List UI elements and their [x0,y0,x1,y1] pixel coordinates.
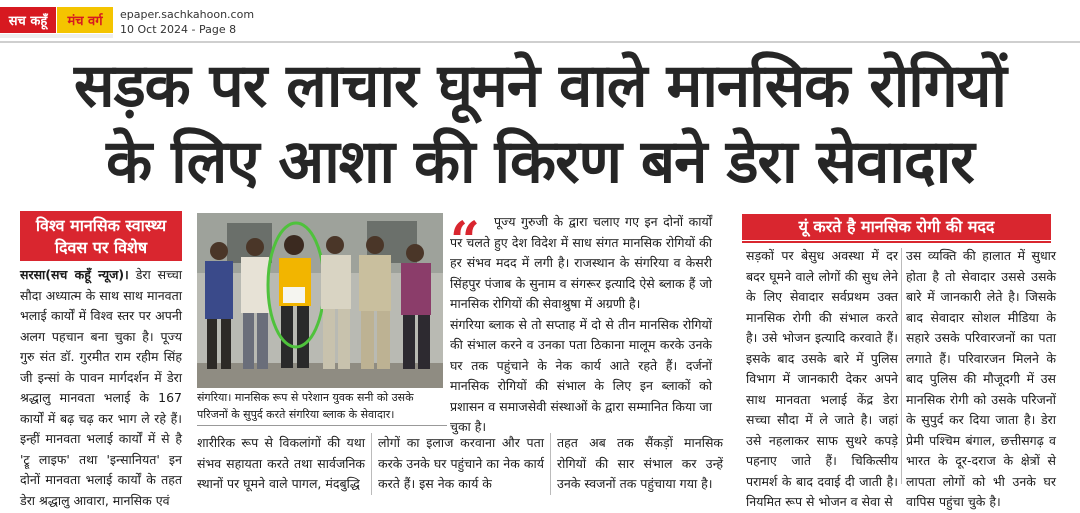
pull-quote-para-2: संगरिया ब्लाक से तो सप्ताह में दो से तीन मानसिक रोगियों की संभाल करने व उनका पता ठिकाना मालूम करके उनके घर तक पहुंचाने के नेक कार्य आते रहते हैं। दर्जनों मानसिक रोगियों की संभाल के लिए इन ब्लाकों को प्रशासन व समाजसेवी संस्थाओं के द्वारा सम्मानित किया जा चुका है। [450,316,712,434]
side-box-column-1: सड़कों पर बेसुध अवस्था में दर बदर घूमने वाले लोगों की सुध लेने के लिए सेवादार सर्वप्रथम उक्त मानसिक रोगी की संभाल करते है। उसे भोजन इत्यादि करवाते हैं। इसके बाद उसके बारे में पुलिस विभाग में जानकारी देकर अपने साथ मानवता भलाई केंद्र डेरा सच्चा सौदा में ले जाते है। जहां उसे नहलाकर साफ सुथरे कपड़े पहनाए जाते हैं। चिकित्सीय परामर्श के बाद दवाई दी जाती है। नियमित रूप से भोजन व सेवा से [746,248,898,509]
news-photo [197,213,443,388]
article-column-1 [20,265,182,511]
section-heading-line-2: दिवस पर विशेष [54,238,148,257]
side-box-column-2: उस व्यक्ति की हालात में सुधार होता है तो सेवादार उससे उसके बारे में जानकारी लेते है। जिसके बाद सेवादार सोशल मीडिया के सहारे उसके परिवारजनों का पता लगाते हैं। परिवारजन मिलने के बाद पुलिस की मौजूदगी में उस मानसिक रोगी को उसके परिजनों के सुपुर्द कर दिया जाता है। डेरा प्रेमी पश्चिम बंगाल, छत्तीसगढ़ व भारत के दूर-दराज के क्षेत्रों से लापता लोगों को भी उनके घर वापिस पहुंचा चुके है। [906,248,1056,509]
headline-line-1: सड़क पर लाचार घूमने वाले मानसिक रोगियों [74,51,1006,121]
article-column-4: तहत अब तक सैंकड़ों मानसिक रोगियों की सार संभाल कर उन्हें उनके स्वजनों तक पहुंचाया गया है। [557,435,723,491]
column-divider [550,433,551,495]
headline-line-2: के लिए आशा की किरण बने डेरा सेवादार [106,127,974,197]
edition-date-page: 10 Oct 2024 - Page 8 [120,23,237,36]
section-heading-line-1: विश्व मानसिक स्वास्थ्य [35,216,167,235]
side-box-rule [742,241,1051,243]
pull-quote-para-1: पूज्य गुरुजी के द्वारा चलाए गए इन दोनों कार्यों पर चलते हुए देश विदेश में साध संगत मानसिक रोगियों की हर संभव मदद में लगी है। राजस्थान के संगरिया व केसरी सिंहपुर पंजाब के सुनाम व संगरूर इत्यादि ऐसे ब्लाक हैं जो मानसिक रोगियों की सेवाश्रुषा में अग्रणी है। [450,214,712,311]
top-divider [0,41,1080,43]
article-column-2: शारीरिक रूप से विकलांगों की यथा संभव सहायता करते तथा सार्वजनिक स्थानों पर घूमने वाले पागल, मंदबुद्धि [197,435,365,491]
logo-tagline-strip [0,34,113,38]
side-box-divider [901,248,902,484]
article-col1-text: डेरा सच्चा सौदा अध्यात्म के साथ साथ मानवता भलाई कार्यों में विश्व स्तर पर अपनी अलग पहचान बना चुका है। पूज्य गुरु संत डॉ. गुरमीत राम रहीम सिंह जी इन्सां के पावन मार्गदर्शन में डेरा श्रद्धालु मानवता भलाई के 167 कार्यों में बढ़ चढ़ कर भाग ले रहे हैं। इन्हीं मानवता भलाई कार्यों में से है 'ट्रू लाइफ' तथा 'इन्सानियत' इन दोनों मानवता भलाई कार्यों के तहत डेरा श्रद्धालु आवारा, मानसिक एवं [20,267,182,508]
masthead-bar [0,0,1080,40]
side-box-heading: यूं करते है मानसिक रोगी की मदद [742,214,1051,240]
photo-illustration [197,213,443,388]
section-logo[interactable]: मंच वर्ग [57,7,113,33]
photo-caption: संगरिया। मानसिक रूप से परेशान युवक सनी को उसके परिजनों के सुपुर्द करते संगरिया ब्लाक के सेवादार। [197,389,447,426]
sach-kahoon-logo[interactable]: सच कहूँ [0,7,56,33]
section-heading-special [20,211,182,261]
pull-quote [450,212,712,438]
dateline: सरसा(सच कहूँ न्यूज)। [20,267,129,282]
quote-mark-icon: “ [450,211,480,272]
site-url[interactable]: epaper.sachkahoon.com [120,8,255,21]
column-divider [371,433,372,495]
article-column-3: लोगों का इलाज करवाना और पता करके उनके घर पहुंचाने का नेक कार्य करते हैं। इस नेक कार्य के [378,435,544,491]
